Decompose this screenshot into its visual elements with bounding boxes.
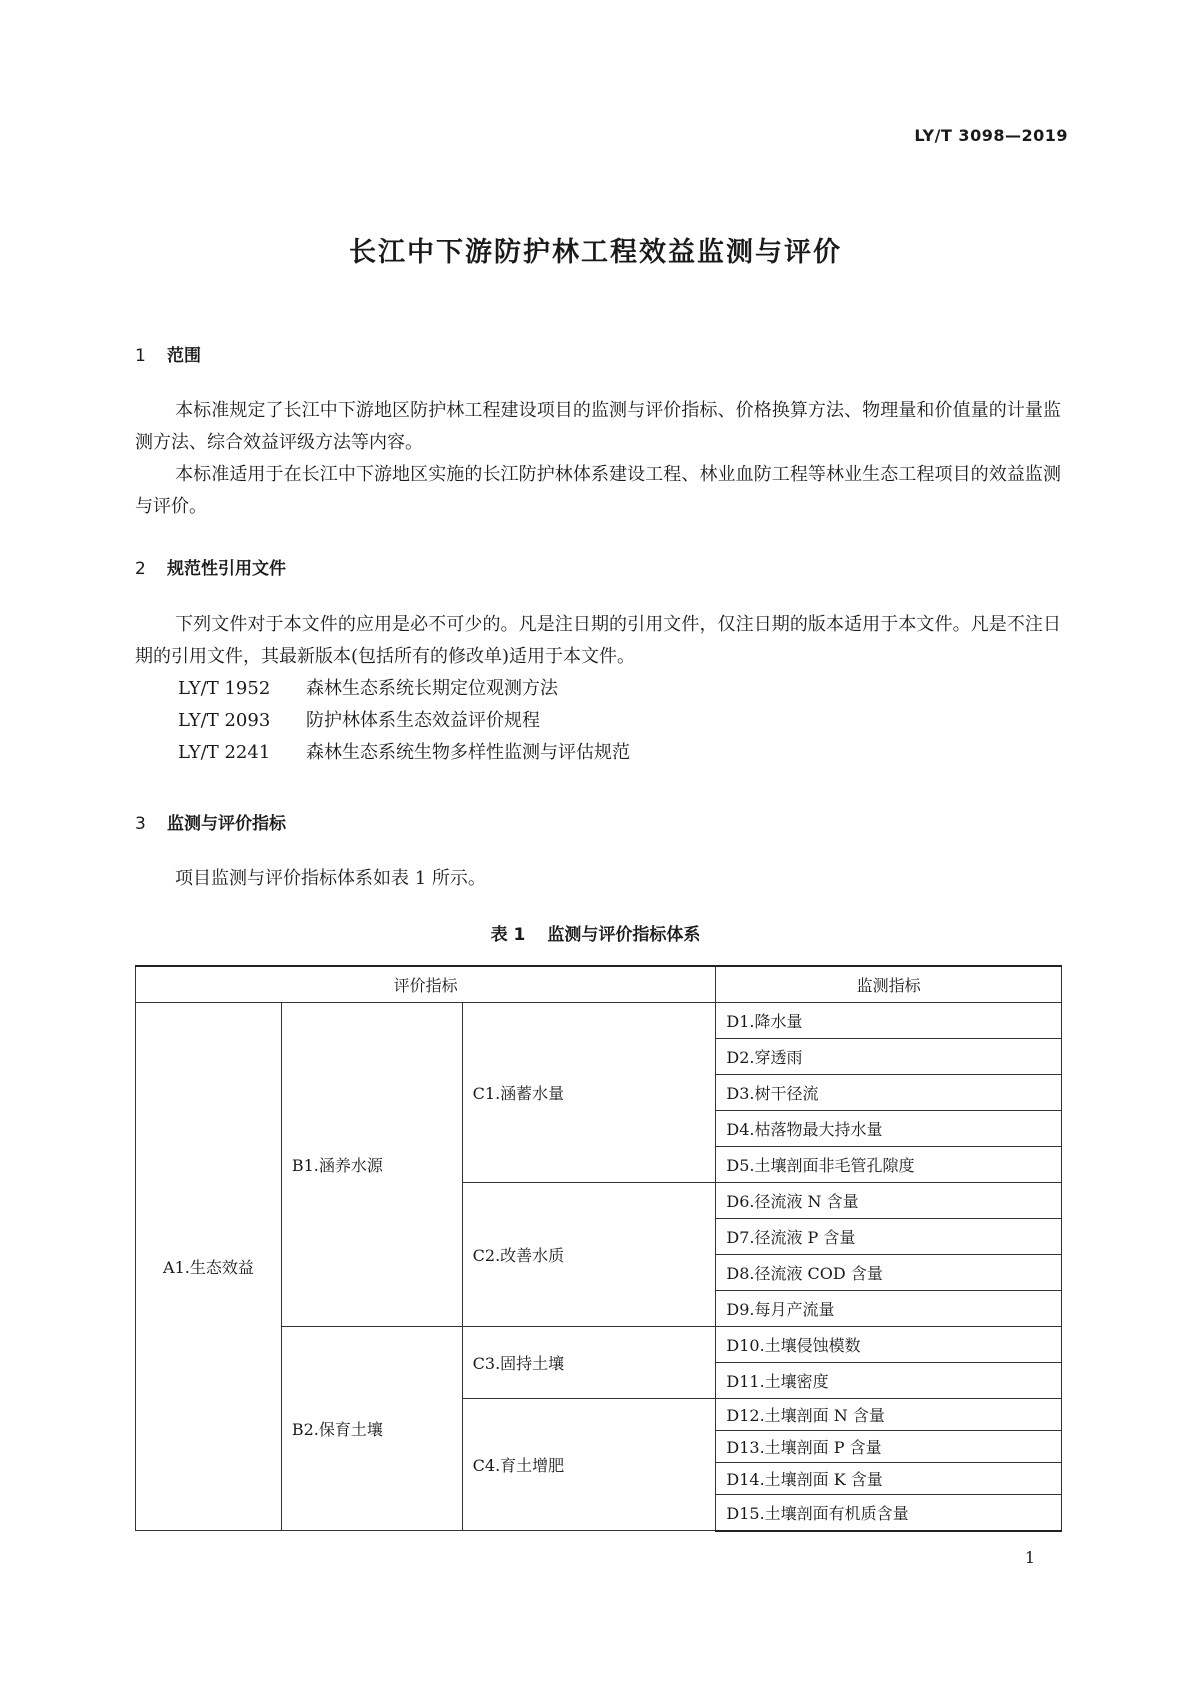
cell-b1: B1.涵养水源 — [281, 1003, 462, 1327]
cell-d: D2.穿透雨 — [716, 1039, 1062, 1075]
cell-d: D3.树干径流 — [716, 1075, 1062, 1111]
section-number: 1 — [135, 346, 146, 366]
reference-title: 防护林体系生态效益评价规程 — [306, 710, 540, 731]
cell-d: D13.土壤剖面 P 含量 — [716, 1431, 1062, 1463]
indicator-table — [135, 965, 1062, 1532]
header-monitoring-indicators: 监测指标 — [716, 966, 1062, 1003]
reference-item — [178, 673, 558, 705]
reference-code: LY/T 2093 — [178, 710, 271, 731]
header-evaluation-indicators: 评价指标 — [136, 966, 716, 1003]
cell-d: D12.土壤剖面 N 含量 — [716, 1399, 1062, 1431]
section-number: 3 — [135, 814, 146, 834]
standard-code: LY/T 3098—2019 — [914, 126, 1068, 145]
paragraph-text: 本标准适用于在长江中下游地区实施的长江防护林体系建设工程、林业血防工程等林业生态工程项目的效益监测与评价。 — [135, 464, 1061, 517]
document-title: 长江中下游防护林工程效益监测与评价 — [349, 237, 842, 268]
cell-d: D4.枯落物最大持水量 — [716, 1111, 1062, 1147]
section-number: 2 — [135, 559, 146, 579]
cell-d: D1.降水量 — [716, 1003, 1062, 1039]
reference-item — [178, 705, 540, 737]
cell-c3: C3.固持土壤 — [462, 1327, 716, 1399]
section-title: 规范性引用文件 — [167, 559, 286, 579]
cell-d: D15.土壤剖面有机质含量 — [716, 1495, 1062, 1531]
paragraph-text: 下列文件对于本文件的应用是必不可少的。凡是注日期的引用文件，仅注日期的版本适用于本文件。凡是不注日期的引用文件，其最新版本(包括所有的修改单)适用于本文件。 — [135, 614, 1061, 667]
cell-d: D9.每月产流量 — [716, 1291, 1062, 1327]
cell-d: D14.土壤剖面 K 含量 — [716, 1463, 1062, 1495]
table-caption — [0, 920, 1191, 945]
references-intro-paragraph — [135, 609, 1061, 673]
reference-title: 森林生态系统生物多样性监测与评估规范 — [306, 742, 630, 763]
reference-title: 森林生态系统长期定位观测方法 — [306, 678, 558, 699]
table-header-row — [136, 966, 1062, 1003]
cell-d: D5.土壤剖面非毛管孔隙度 — [716, 1147, 1062, 1183]
table-row — [136, 1003, 1062, 1039]
paragraph-text: 项目监测与评价指标体系如表 1 所示。 — [175, 868, 486, 889]
scope-paragraph-1 — [135, 395, 1061, 459]
reference-code: LY/T 1952 — [178, 678, 271, 699]
section-2-heading — [135, 554, 286, 579]
section-3-heading — [135, 809, 286, 834]
paragraph-text: 本标准规定了长江中下游地区防护林工程建设项目的监测与评价指标、价格换算方法、物理量和价值量的计量监测方法、综合效益评级方法等内容。 — [135, 400, 1061, 453]
cell-b2: B2.保育土壤 — [281, 1327, 462, 1531]
cell-d: D7.径流液 P 含量 — [716, 1219, 1062, 1255]
reference-item — [178, 737, 630, 769]
cell-c1: C1.涵蓄水量 — [462, 1003, 716, 1183]
section-title: 监测与评价指标 — [167, 814, 286, 834]
cell-d: D10.土壤侵蚀模数 — [716, 1327, 1062, 1363]
indicators-intro-paragraph — [135, 863, 1061, 895]
section-1-heading — [135, 341, 201, 366]
table-caption-title: 监测与评价指标体系 — [547, 925, 701, 945]
cell-c4: C4.育土增肥 — [462, 1399, 716, 1531]
cell-d: D11.土壤密度 — [716, 1363, 1062, 1399]
section-title: 范围 — [167, 346, 201, 366]
reference-code: LY/T 2241 — [178, 742, 271, 763]
cell-d: D8.径流液 COD 含量 — [716, 1255, 1062, 1291]
cell-a1: A1.生态效益 — [136, 1003, 282, 1531]
scope-paragraph-2 — [135, 459, 1061, 523]
cell-c2: C2.改善水质 — [462, 1183, 716, 1327]
page-number: 1 — [1024, 1548, 1035, 1567]
cell-d: D6.径流液 N 含量 — [716, 1183, 1062, 1219]
table-caption-label: 表 1 — [490, 925, 526, 945]
